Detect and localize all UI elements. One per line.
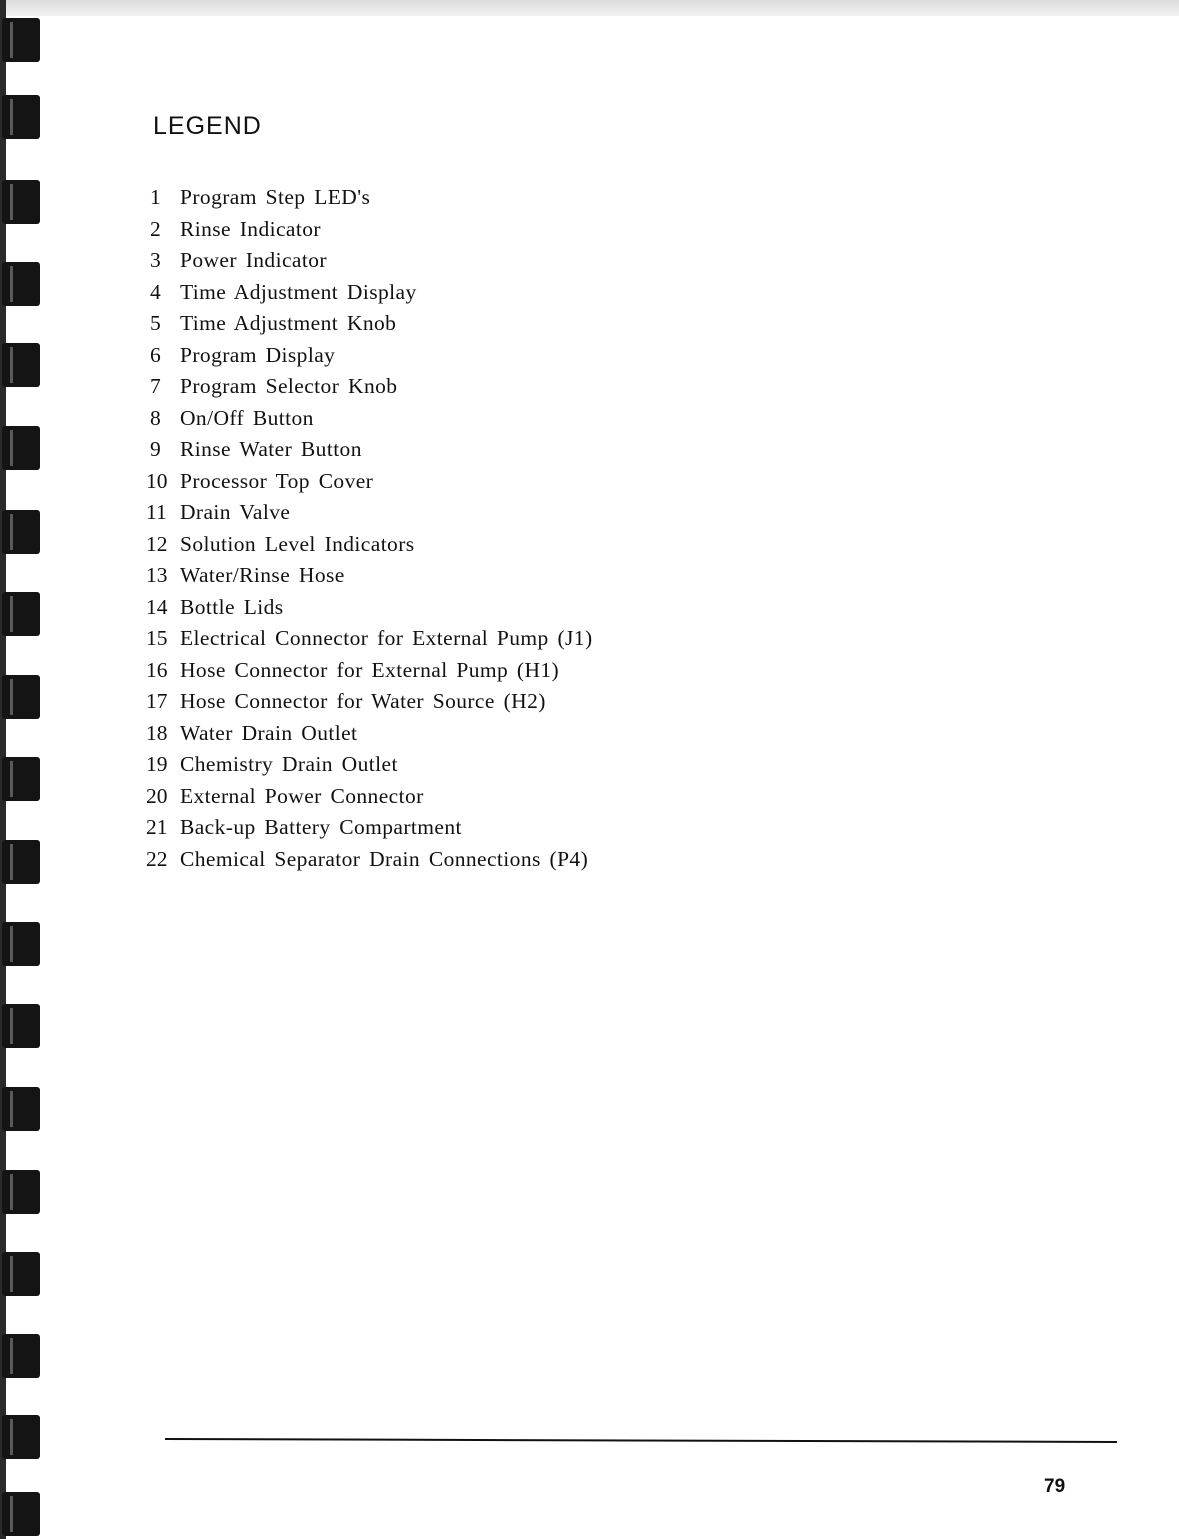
legend-item-label: Rinse Water Button	[180, 437, 362, 461]
legend-item-label: Program Step LED's	[180, 185, 371, 209]
legend-item	[140, 560, 593, 592]
legend-item-label: Power Indicator	[180, 248, 327, 272]
legend-item-label: Solution Level Indicators	[180, 531, 415, 556]
binding-hole	[2, 426, 40, 470]
legend-item-label: Processor Top Cover	[180, 468, 374, 493]
binding-hole	[2, 180, 40, 224]
binding-hole	[2, 262, 40, 306]
legend-item-label: On/Off Button	[180, 405, 314, 430]
legend-item-label: Chemistry Drain Outlet	[180, 752, 398, 776]
legend-item-label: Program Display	[180, 342, 336, 367]
legend-item	[140, 182, 593, 214]
binding-hole	[2, 757, 40, 801]
legend-item	[140, 812, 593, 844]
legend-item-number: 11	[146, 500, 167, 524]
legend-item-label: Program Selector Knob	[180, 374, 398, 398]
legend-item-label: Water/Rinse Hose	[180, 563, 345, 587]
legend-item	[140, 340, 593, 372]
legend-item-number: 13	[146, 563, 168, 587]
binding-hole	[2, 1252, 40, 1296]
legend-item	[140, 781, 593, 813]
legend-item	[140, 529, 593, 561]
legend-item-label: External Power Connector	[180, 783, 424, 808]
legend-item	[140, 592, 593, 624]
legend-item-number: 22	[146, 846, 168, 871]
binding-hole	[2, 1492, 40, 1536]
binding-hole	[2, 95, 40, 139]
legend-item-number: 4	[150, 279, 161, 304]
footer-rule	[165, 1438, 1117, 1443]
legend-item	[140, 497, 593, 529]
legend-item-number: 3	[150, 248, 161, 272]
legend-item	[140, 466, 593, 498]
legend-list	[140, 182, 593, 875]
scan-top-edge	[0, 0, 1179, 16]
legend-item	[140, 623, 593, 655]
legend-item-number: 19	[146, 752, 168, 776]
legend-title: LEGEND	[153, 112, 262, 140]
binding-hole	[2, 1334, 40, 1378]
legend-item-label: Bottle Lids	[180, 594, 284, 619]
legend-item	[140, 403, 593, 435]
legend-item	[140, 245, 593, 277]
legend-item-number: 15	[146, 626, 168, 650]
legend-item	[140, 655, 593, 687]
legend-item-label: Hose Connector for External Pump (H1)	[180, 657, 560, 682]
legend-item-number: 18	[146, 720, 168, 745]
page-number: 79	[1044, 1476, 1066, 1497]
legend-item	[140, 277, 593, 309]
binding-hole	[2, 18, 40, 62]
binding-hole	[2, 1170, 40, 1214]
legend-item	[140, 308, 593, 340]
legend-item	[140, 214, 593, 246]
binding-hole	[2, 1415, 40, 1459]
legend-item-number: 14	[146, 594, 168, 619]
binding-hole	[2, 840, 40, 884]
legend-item	[140, 686, 593, 718]
legend-item-label: Rinse Indicator	[180, 216, 321, 241]
legend-item	[140, 718, 593, 750]
legend-item-number: 16	[146, 657, 168, 682]
legend-item-label: Back-up Battery Compartment	[180, 815, 462, 839]
binding-hole	[2, 922, 40, 966]
legend-item-label: Chemical Separator Drain Connections (P4)	[180, 846, 589, 871]
legend-item-number: 7	[150, 374, 161, 398]
binding-hole	[2, 510, 40, 554]
legend-item-label: Time Adjustment Display	[180, 279, 417, 304]
legend-item	[140, 844, 593, 876]
binding-hole	[2, 1004, 40, 1048]
binding-hole	[2, 343, 40, 387]
legend-item-number: 2	[150, 216, 161, 241]
legend-item-label: Electrical Connector for External Pump (J1)	[180, 626, 593, 650]
legend-item-label: Water Drain Outlet	[180, 720, 358, 745]
legend-item-number: 1	[150, 185, 161, 209]
legend-item-number: 6	[150, 342, 161, 367]
binding-hole	[2, 592, 40, 636]
binding-hole	[2, 675, 40, 719]
legend-item-number: 17	[146, 689, 168, 713]
binding-hole	[2, 1087, 40, 1131]
legend-item-label: Drain Valve	[180, 500, 291, 524]
legend-item-number: 20	[146, 783, 168, 808]
legend-item-number: 8	[150, 405, 161, 430]
legend-item-number: 5	[150, 311, 161, 335]
legend-item-label: Time Adjustment Knob	[180, 311, 397, 335]
legend-item	[140, 371, 593, 403]
legend-item-number: 9	[150, 437, 161, 461]
legend-item	[140, 749, 593, 781]
legend-item	[140, 434, 593, 466]
legend-item-label: Hose Connector for Water Source (H2)	[180, 689, 546, 713]
spiral-binding-holes	[0, 0, 50, 1539]
legend-item-number: 12	[146, 531, 168, 556]
legend-item-number: 10	[146, 468, 168, 493]
legend-item-number: 21	[146, 815, 168, 839]
